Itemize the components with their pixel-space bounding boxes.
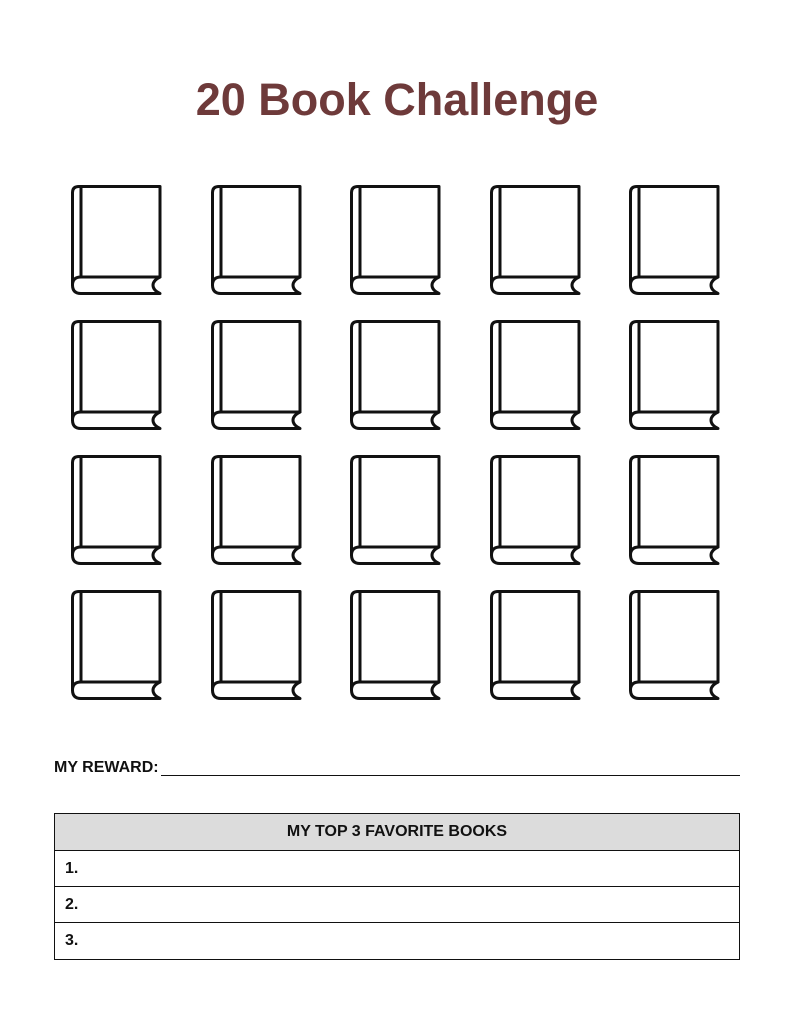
book-outline-icon (629, 590, 719, 700)
book-outline-icon (629, 185, 719, 295)
favorites-row-1[interactable] (55, 851, 739, 887)
page-title: 20 Book Challenge (195, 74, 599, 125)
book-outline-icon (71, 185, 161, 295)
book-outline-icon (629, 455, 719, 565)
favorites-row-number: 1. (65, 859, 79, 877)
book-outline-icon (490, 455, 580, 565)
reward-label: MY REWARD: (54, 759, 159, 776)
favorites-row-number: 2. (65, 895, 79, 913)
book-outline-icon (490, 590, 580, 700)
favorites-row-3[interactable] (55, 923, 739, 959)
book-outline-icon (211, 320, 301, 430)
book-outline-icon (490, 185, 580, 295)
book-outline-icon (629, 320, 719, 430)
favorites-header: MY TOP 3 FAVORITE BOOKS (55, 814, 739, 851)
book-outline-icon (350, 185, 440, 295)
book-outline-icon (71, 455, 161, 565)
book-outline-icon (350, 455, 440, 565)
book-outline-icon (71, 320, 161, 430)
book-outline-icon (211, 185, 301, 295)
book-outline-icon (211, 455, 301, 565)
book-outline-icon (211, 590, 301, 700)
book-outline-icon (350, 590, 440, 700)
favorites-table (54, 813, 740, 960)
book-outline-icon (71, 590, 161, 700)
book-outline-icon (350, 320, 440, 430)
book-outline-icon (490, 320, 580, 430)
favorites-row-number: 3. (65, 932, 79, 949)
favorites-row-2[interactable] (55, 887, 739, 923)
reward-write-line[interactable] (161, 775, 740, 776)
reward-section (54, 754, 740, 778)
